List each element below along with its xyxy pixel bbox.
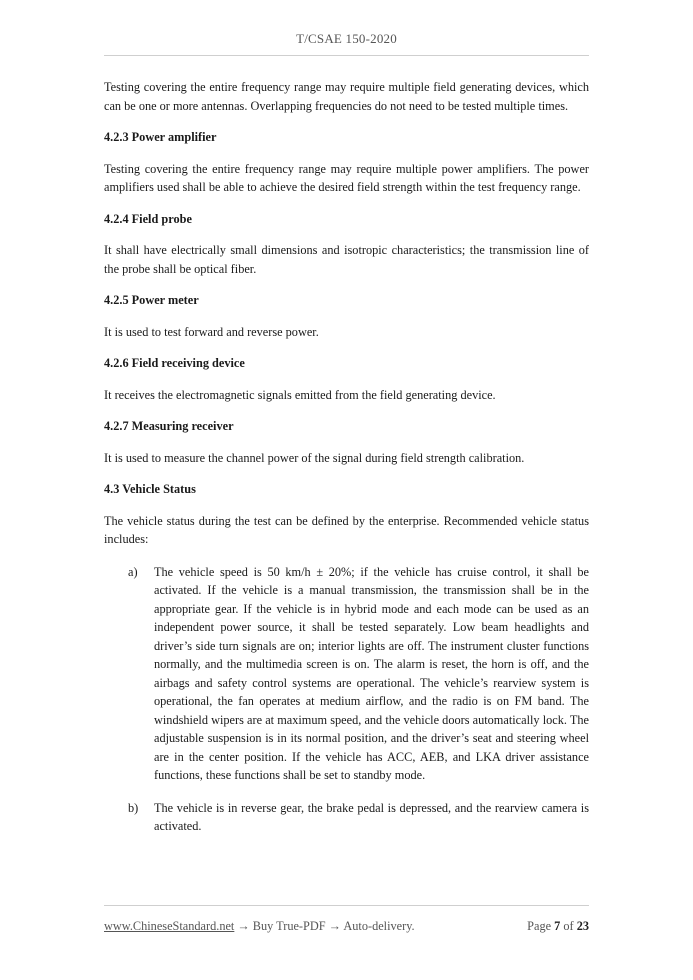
list-item <box>128 563 589 785</box>
section-heading-field-receiving-device: 4.2.6 Field receiving device <box>104 356 245 370</box>
buy-true-pdf-text: Buy True-PDF <box>252 919 326 933</box>
page-word: Page <box>527 919 552 933</box>
footer-divider <box>104 905 589 906</box>
section-heading-field-probe: 4.2.4 Field probe <box>104 211 192 226</box>
arrow-right-icon: → <box>328 919 341 933</box>
section-text-measuring-receiver: It is used to measure the channel power of the signal during field strength calibration. <box>104 450 525 465</box>
section-heading-vehicle-status: 4.3 Vehicle Status <box>104 482 196 496</box>
section-text-power-amplifier: Testing covering the entire frequency range may require multiple power amplifiers. The power amplifiers used shall be able to achieve the desired field strength within the test frequency range. <box>104 161 589 194</box>
section-text-field-receiving-device: It receives the electromagnetic signals emitted from the field generating device. <box>104 387 496 402</box>
document-code-header: T/CSAE 150-2020 <box>296 31 397 46</box>
intro-paragraph: Testing covering the entire frequency range may require multiple field generating devices, which can be one or more antennas. Overlapping frequencies do not need to be tested multiple times. <box>104 80 589 113</box>
arrow-right-icon: → <box>237 919 250 933</box>
page-total: 23 <box>576 919 589 933</box>
page-indicator <box>527 919 589 934</box>
list-marker: b) <box>128 800 139 815</box>
list-item <box>128 799 589 836</box>
page-footer <box>104 919 589 934</box>
header-divider <box>104 55 589 56</box>
of-word: of <box>563 919 574 933</box>
list-item-text: The vehicle speed is 50 km/h ± 20%; if the vehicle has cruise control, it shall be activated. If the vehicle is a manual transmission, the transmission shall be in the appropriate gear. If the vehicle is in hybrid mode and each mode can be used as an independent power source, it shall be tested separately. Low beam headlights and driver’s side turn signals are on; interior lights are off. The instrument cluster functions normally, and the multimedia screen is on. The alarm is reset, the horn is off, and the airbags and safety control systems are operational. The vehicle’s rearview system is operational, the fan operates at medium airflow, and the radio is on FM band. The windshield wipers are at maximum speed, and the vehicle doors automatically lock. The adjustable suspension is in its normal position, and the driver’s seat and steering wheel are in the center position. If the vehicle has ACC, AEB, and LKA driver assistance functions, these functions shall be set to standby mode. <box>154 564 589 782</box>
section-text-field-probe: It shall have electrically small dimensions and isotropic characteristics; the transmission line of the probe shall be optical fiber. <box>104 243 589 276</box>
auto-delivery-text: Auto-delivery. <box>343 919 415 933</box>
page-number: 7 <box>554 919 561 933</box>
section-heading-measuring-receiver: 4.2.7 Measuring receiver <box>104 419 234 433</box>
list-item-text: The vehicle is in reverse gear, the brake pedal is depressed, and the rearview camera is activated. <box>154 800 589 833</box>
list-marker: a) <box>128 564 138 579</box>
section-text-power-meter: It is used to test forward and reverse power. <box>104 324 319 339</box>
section-text-vehicle-status: The vehicle status during the test can be defined by the enterprise. Recommended vehicle status includes: <box>104 513 589 546</box>
chinesestandard-link[interactable]: www.ChineseStandard.net <box>104 919 235 933</box>
section-heading-power-amplifier: 4.2.3 Power amplifier <box>104 130 217 144</box>
page-content <box>104 78 589 836</box>
section-heading-power-meter: 4.2.5 Power meter <box>104 293 199 307</box>
